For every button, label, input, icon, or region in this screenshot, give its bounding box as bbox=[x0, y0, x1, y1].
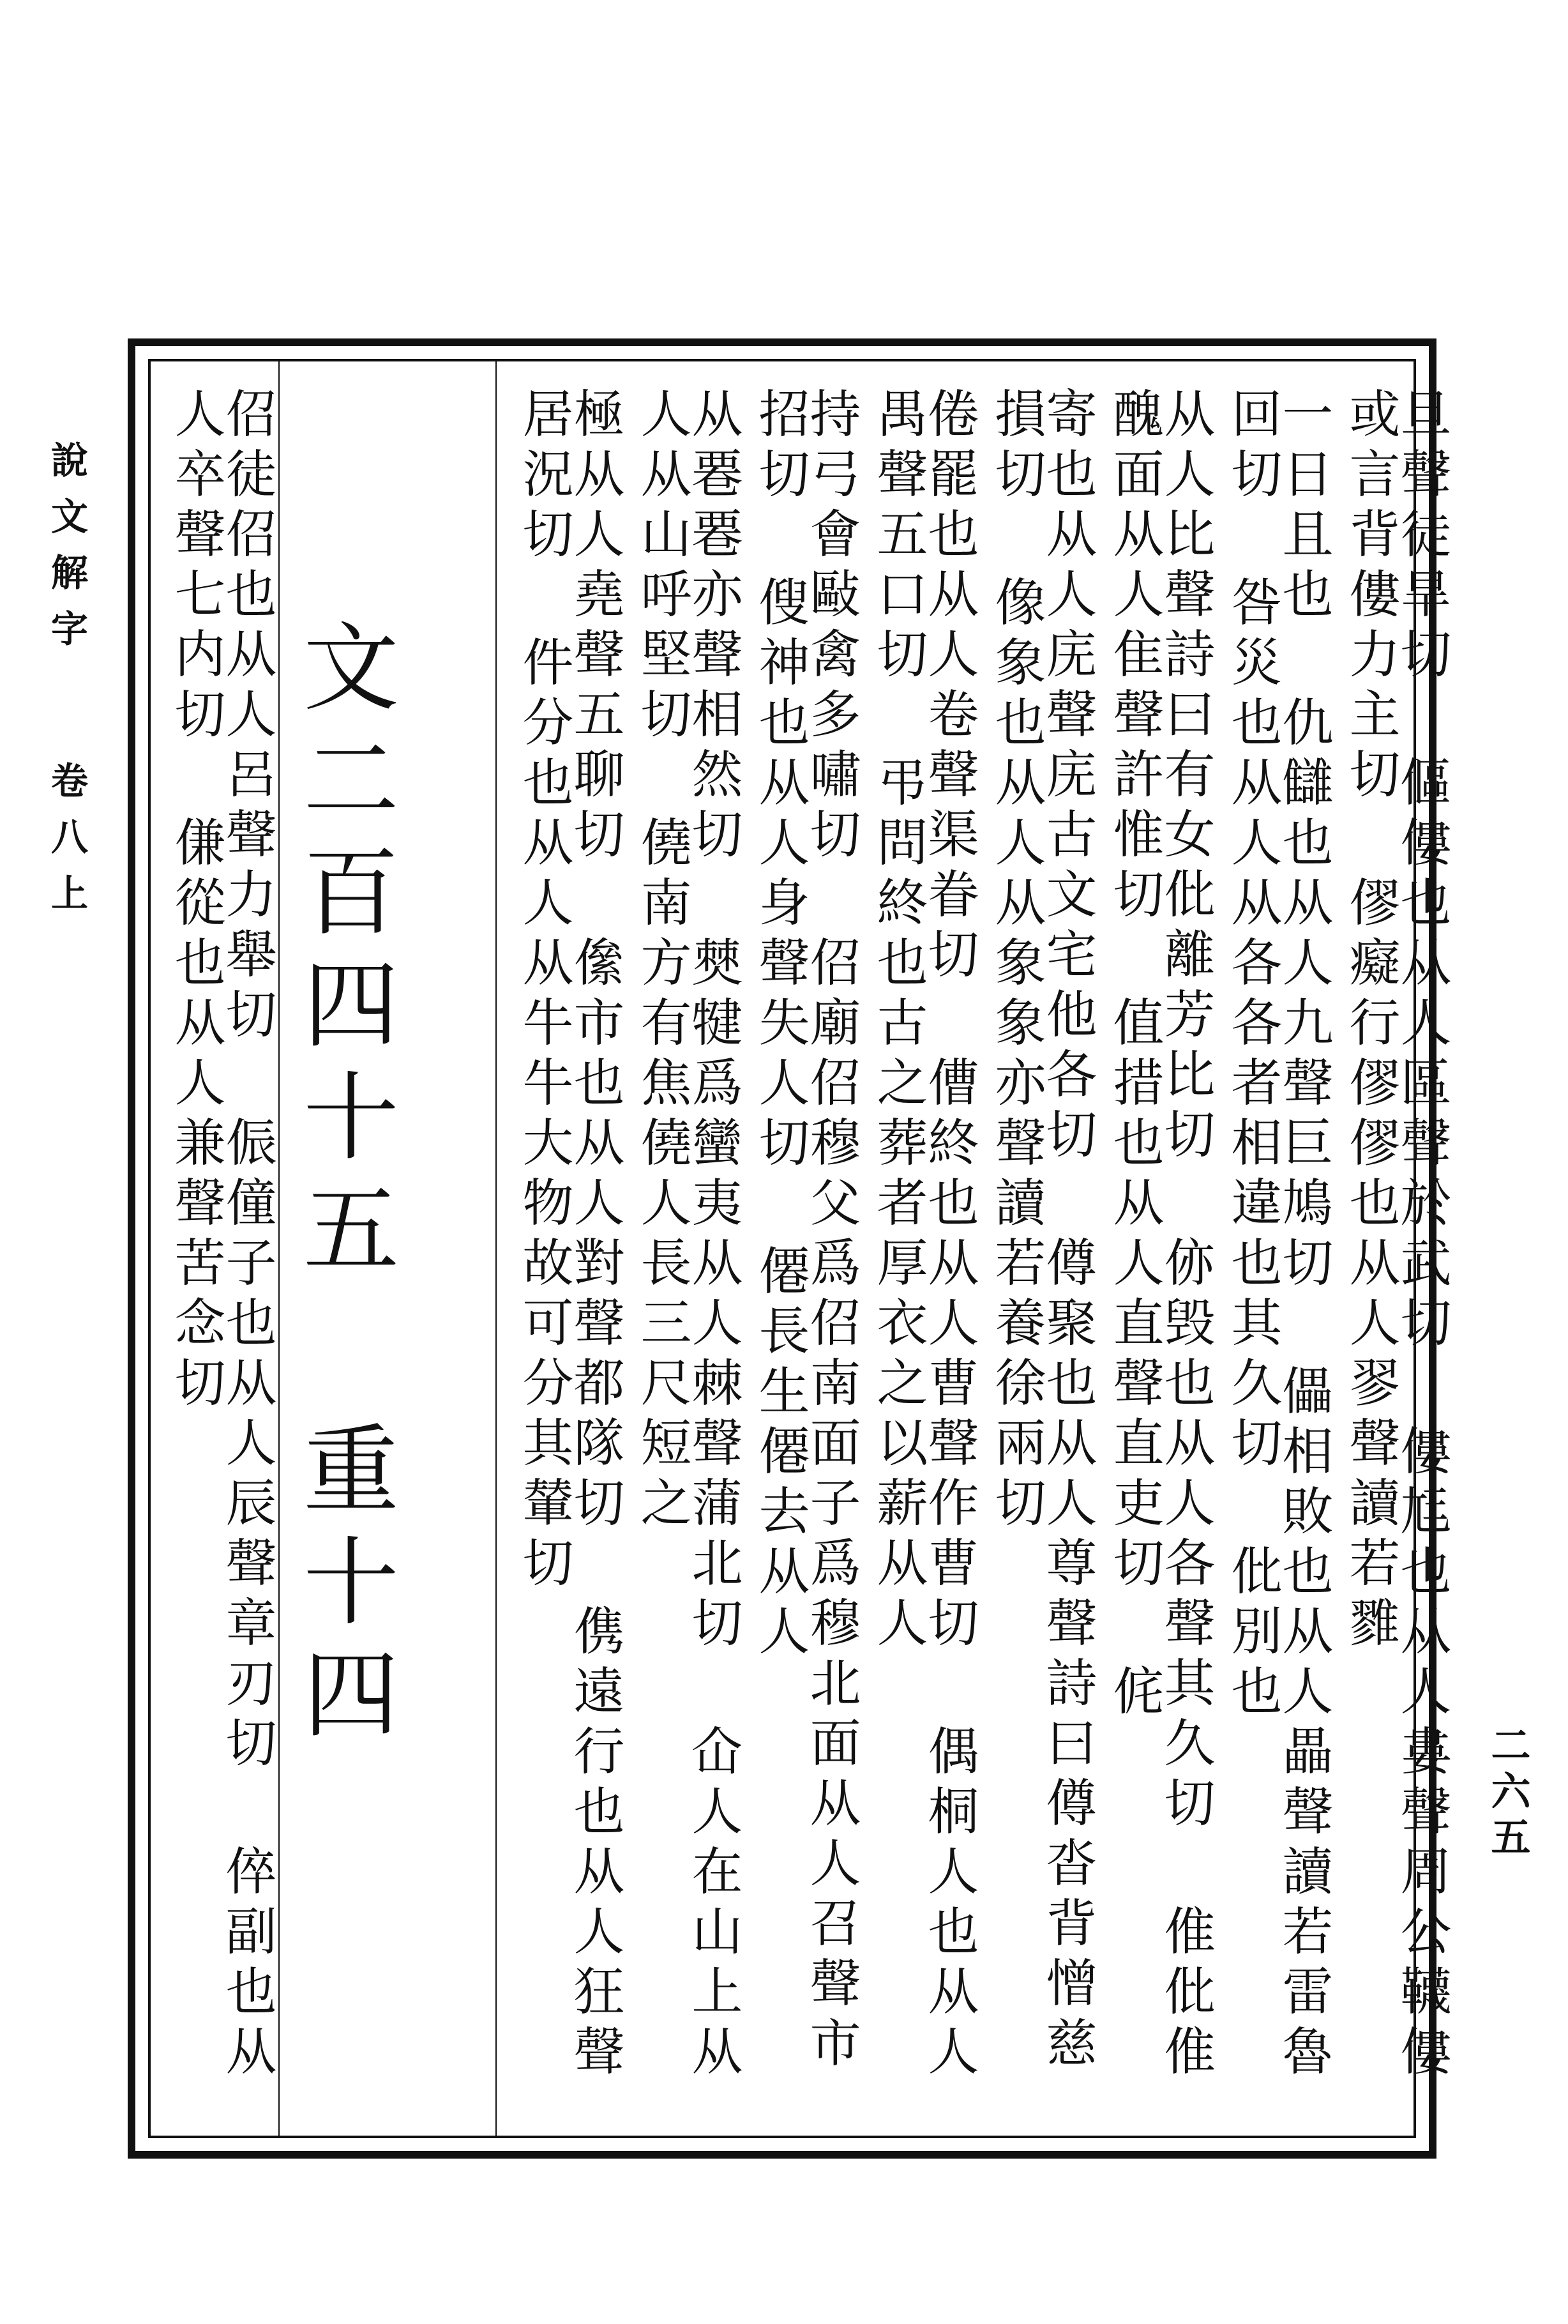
text-column-8: 極从人堯聲五聊切 㒍市也从人對聲都隊切 㑺遠行也从人狂聲居況切 件分也从人从牛牛大物故可分其輦切 bbox=[514, 387, 624, 2085]
text-frame bbox=[128, 338, 1451, 2159]
text-column-7: 从䙴䙴亦聲相然切 僰犍爲蠻夷从人棘聲蒲北切 仚人在山上从人从山呼堅切 僥南方有焦僥人長三尺短之 bbox=[632, 387, 743, 2085]
page-number: 二六五 bbox=[1484, 1724, 1531, 1862]
text-column-2: 一日且也 仇讎也从人九聲巨鳩切 儡相敗也从人畾聲讀若雷魯回切 咎災也从人从各各者相違也其久切 仳別也 bbox=[1223, 387, 1333, 2085]
volume-label: 卷八上 bbox=[45, 761, 88, 930]
text-column-4: 寄也从人庑聲庑古文宅他各切 僔聚也从人尊聲詩曰僔沓背憎慈損切 像象也从人从象象亦聲讀若養徐兩切 bbox=[986, 387, 1097, 2076]
page-margin-left bbox=[45, 441, 88, 930]
book-title: 說文解字 bbox=[45, 441, 88, 665]
column-divider bbox=[278, 361, 280, 2136]
text-column-5: 倦罷也从人卷聲渠眷切 傮終也从人曹聲作曹切 偶桐人也从人禺聲五口切 弔問終也古之葬者厚衣之以薪从人 bbox=[868, 387, 979, 2085]
column-divider bbox=[495, 361, 497, 2136]
totals-column: 文二百四十五 重十四 bbox=[287, 617, 398, 1756]
text-column-9: 佋徒佋也从人呂聲力舉切 侲僮子也从人辰聲章刃切 倅副也从人卒聲七内切 傔從也从人兼聲苦念切 bbox=[166, 387, 276, 2085]
text-column-1: 旦聲徒旱切 傴僂也从人區聲於武切 僂尪也从人婁聲周公韈僂或言背僂力主切 僇癡行僇僇也从人翏聲讀若雡 bbox=[1341, 387, 1451, 2085]
text-column-6: 持弓會敺禽多嘯切 佋廟佋穆父爲佋南面子爲穆北面从人召聲市招切 傁神也从人身聲失人切 僊長生僊去从人 bbox=[750, 387, 861, 2076]
text-frame-inner bbox=[148, 359, 1451, 2138]
text-column-3: 从人比聲詩曰有女仳離芳比切 㑊毁也从人各聲其久切 倠仳倠醜面从人隹聲許惟切 值措也从人直聲直吏切 侂 bbox=[1104, 387, 1215, 2085]
